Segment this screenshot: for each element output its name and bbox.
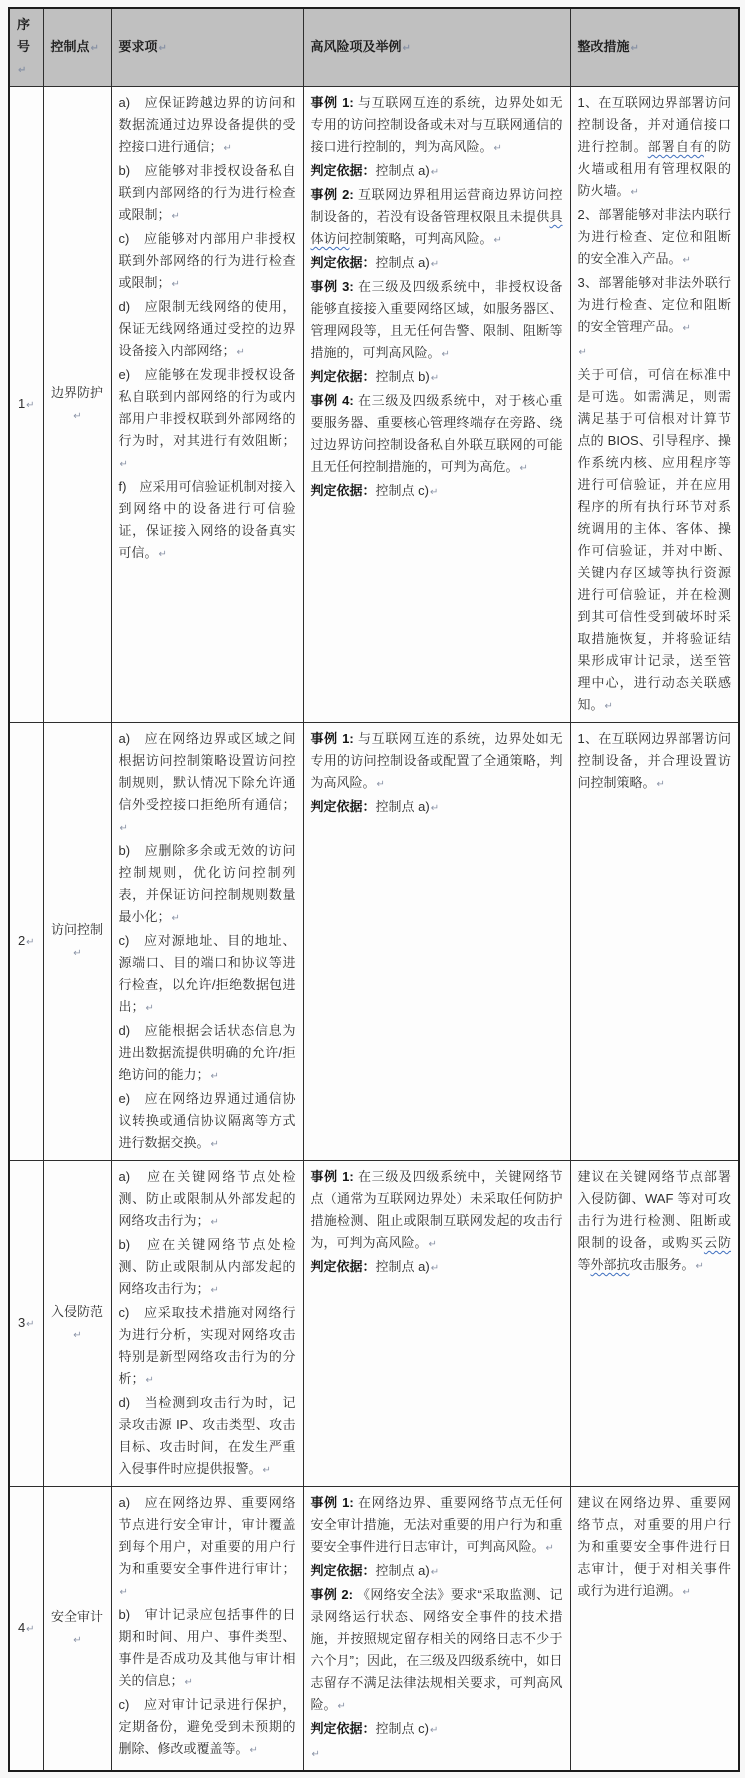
control-point-label <box>51 919 104 965</box>
col-header-high-risk-label: 高风险项及举例 ↵ <box>311 36 563 60</box>
requirement-paragraph <box>119 1302 296 1392</box>
bold-label: 事例 1: <box>310 1169 358 1184</box>
bold-label: 事例 1: <box>310 731 358 746</box>
requirement-paragraph <box>119 1088 296 1156</box>
text-segment: c) 应对审计记录进行保护，定期备份，避免受到未预期的删除、修改或覆盖等。 <box>118 1697 296 1756</box>
control-point-label <box>51 1301 104 1347</box>
col-header-remediation <box>570 8 739 87</box>
risk-example-paragraph <box>311 252 563 276</box>
col-header-remediation-label: 整改措施 ↵ <box>578 36 732 60</box>
text-segment: 控制点 a) <box>375 1563 430 1578</box>
bold-label: 判定依据： <box>310 483 376 498</box>
bold-label: 事例 4: <box>310 393 358 408</box>
text-segment: c) 应对源地址、目的地址、源端口、目的端口和协议等进行检查，以允许/拒绝数据包进出； <box>118 933 296 1014</box>
requirement-paragraph <box>119 296 296 364</box>
remediation-paragraph <box>578 1166 732 1278</box>
risk-example-paragraph <box>311 1742 563 1766</box>
text-segment: 入侵防范 <box>50 1304 103 1319</box>
requirements-cell <box>111 87 303 723</box>
text-segment: f) 应采用可信验证机制对接入到网络中的设备进行可信验证，保证接入网络的设备真实可信。 <box>118 479 296 560</box>
row-number <box>17 930 36 954</box>
risk-example-paragraph <box>311 1166 563 1256</box>
text-segment: 1、在互联网边界部署访问控制设备，并对通信接口进行控制。 <box>577 95 731 154</box>
text-segment: d) 应限制无线网络的使用，保证无线网络通过受控的边界设备接入内部网络； <box>118 299 296 358</box>
risk-example-paragraph <box>311 796 563 820</box>
text-segment: 攻击服务。 <box>629 1257 695 1272</box>
text-segment: 1 <box>17 396 26 411</box>
requirement-paragraph <box>119 1604 296 1694</box>
bold-label: 事例 1: <box>310 1495 358 1510</box>
high-risk-cell <box>303 87 570 723</box>
text-segment: b) 应删除多余或无效的访问控制规则，优化访问控制列表，并保证访问控制规则数量最小化； <box>118 843 296 924</box>
risk-example-paragraph <box>311 728 563 796</box>
text-segment: 2、部署能够对非法内联行为进行检查、定位和阻断的安全准入产品。 <box>577 207 731 266</box>
text-segment: 《网络安全法》要求“采取监测、记录网络运行状态、网络安全事件的技术措施，并按照规定留存相关的网络日志不少于六个月”；因此，在三级及四级系统中，如日志留存不满足法律法规相关要求，可判高风险。 <box>310 1587 563 1712</box>
text-segment: d) 当检测到攻击行为时，记录攻击源 IP、攻击类型、攻击目标、攻击时间，在发生严重入侵事件时应提供报警。 <box>118 1395 296 1476</box>
row-number-cell <box>9 723 43 1161</box>
text-segment: 边界防护 <box>50 385 103 400</box>
text-segment: a) 应在网络边界或区域之间根据访问控制策略设置访问控制规则，默认情况下除允许通信外受控接口拒绝所有通信； <box>118 731 296 812</box>
table-row <box>9 723 739 1161</box>
risk-example-paragraph <box>311 1584 563 1718</box>
remediation-paragraph <box>578 340 732 364</box>
text-segment: 在三级及四级系统中，关键网络节点（通常为互联网边界处）未采取任何防护措施检测、阻止或限制互联网发起的攻击行为，可判为高风险。 <box>310 1169 563 1250</box>
bold-label: 事例 2: <box>310 1587 357 1602</box>
text-segment: 控制点 a) <box>375 799 430 814</box>
text-segment: 在三级及四级系统中，非授权设备能够直接接入重要网络区域，如服务器区、管理网段等，且无任何告警、限制、阻断等措施的，可判高风险。 <box>310 279 563 360</box>
requirement-paragraph <box>119 728 296 840</box>
requirement-paragraph <box>119 1020 296 1088</box>
risk-example-paragraph <box>311 366 563 390</box>
text-segment: b) 应能够对非授权设备私自联到内部网络的行为进行检查或限制； <box>118 163 296 222</box>
requirement-paragraph <box>119 930 296 1020</box>
risk-example-paragraph <box>311 1560 563 1584</box>
bold-label: 判定依据： <box>310 799 376 814</box>
risk-example-paragraph <box>311 276 563 366</box>
text-segment: 互联网边界租用运营商边界访问控制设备的，若没有设备管理权限且未提供 <box>310 187 563 224</box>
text-segment: 与互联网互连的系统，边界处如无专用的访问控制设备或配置了全通策略，判为高风险。 <box>310 731 563 790</box>
control-point-label <box>51 1606 104 1652</box>
text-segment: 控制点 c) <box>375 1721 429 1736</box>
text-segment: 建议在网络边界、重要网络节点，对重要的用户行为和重要安全事件进行日志审计，便于对相关事件或行为进行追溯。 <box>577 1495 731 1598</box>
control-point-cell <box>43 723 111 1161</box>
table-row <box>9 87 739 723</box>
requirement-paragraph <box>119 1392 296 1482</box>
risk-example-paragraph <box>311 184 563 252</box>
requirement-paragraph <box>119 840 296 930</box>
requirement-paragraph <box>119 476 296 566</box>
remediation-paragraph <box>578 1492 732 1604</box>
control-point-label <box>51 382 104 428</box>
text-segment: b) 审计记录应包括事件的日期和时间、用户、事件类型、事件是否成功及其他与审计相关的信息； <box>118 1607 296 1688</box>
row-number <box>17 1617 36 1641</box>
text-segment: b) 应在关键网络节点处检测、防止或限制从内部发起的网络攻击行为； <box>118 1237 296 1296</box>
high-risk-cell <box>303 1487 570 1772</box>
text-segment: 控制策略，可判高风险。 <box>349 231 493 246</box>
risk-example-paragraph <box>311 1492 563 1560</box>
high-risk-cell <box>303 1161 570 1487</box>
remediation-paragraph <box>578 92 732 204</box>
requirements-cell <box>111 723 303 1161</box>
col-header-control-point-label: 控制点 ↵ <box>51 36 104 60</box>
text-segment: 在三级及四级系统中，对于核心重要服务器、重要核心管理终端存在旁路、绕过边界访问控制设备私自外联互联网的可能且无任何控制措施的，可判为高危。 <box>310 393 563 474</box>
text-segment: a) 应在关键网络节点处检测、防止或限制从外部发起的网络攻击行为； <box>118 1169 296 1228</box>
risk-example-paragraph <box>311 1256 563 1280</box>
text-segment: 控制点 c) <box>375 483 429 498</box>
wavy-underlined-text: 外部抗 <box>590 1257 630 1272</box>
bold-label: 判定依据： <box>310 1259 376 1274</box>
wavy-underlined-text: 具体访问 <box>310 209 563 246</box>
requirement-paragraph <box>119 1694 296 1762</box>
wavy-underlined-text: 云防 <box>703 1235 731 1250</box>
row-number-cell <box>9 1487 43 1772</box>
text-segment: 控制点 a) <box>375 1259 430 1274</box>
remediation-paragraph <box>578 364 732 718</box>
text-segment: d) 应能根据会话状态信息为进出数据流提供明确的允许/拒绝访问的能力； <box>118 1023 296 1082</box>
high-risk-cell <box>303 723 570 1161</box>
header-row <box>9 8 739 87</box>
text-segment: e) 应能够在发现非授权设备私自联到内部网络的行为或内部用户非授权联到外部网络的行为时，对其进行有效阻断； <box>118 367 296 448</box>
col-header-seq-label: 序号 ↵ <box>17 14 36 82</box>
col-header-control-point <box>43 8 111 87</box>
remediation-paragraph <box>578 272 732 340</box>
text-segment: 1、在互联网边界部署访问控制设备，并合理设置访问控制策略。 <box>577 731 731 790</box>
requirement-paragraph <box>119 160 296 228</box>
col-header-high-risk <box>303 8 570 87</box>
requirement-paragraph <box>119 1166 296 1234</box>
text-segment: 等 <box>577 1257 591 1272</box>
text-segment: c) 应采取技术措施对网络行为进行分析，实现对网络攻击特别是新型网络攻击行为的分析； <box>118 1305 296 1386</box>
remediation-cell <box>570 723 739 1161</box>
control-point-cell <box>43 1161 111 1487</box>
requirement-paragraph <box>119 364 296 476</box>
row-number <box>17 1312 36 1336</box>
row-number-cell <box>9 87 43 723</box>
bold-label: 判定依据： <box>310 1563 376 1578</box>
requirement-paragraph <box>119 1234 296 1302</box>
text-segment: 的防火墙或租用有管理权限的防火墙。 <box>577 139 731 198</box>
text-segment: 4 <box>17 1620 26 1635</box>
remediation-cell <box>570 1487 739 1772</box>
remediation-cell <box>570 1161 739 1487</box>
bold-label: 事例 1: <box>310 95 358 110</box>
control-point-cell <box>43 1487 111 1772</box>
text-segment: a) 应在网络边界、重要网络节点进行安全审计，审计覆盖到每个用户，对重要的用户行为和重要安全事件进行审计； <box>118 1495 296 1576</box>
text-segment: a) 应保证跨越边界的访问和数据流通过边界设备提供的受控接口进行通信； <box>118 95 296 154</box>
text-segment: 与互联网互连的系统，边界处如无专用的访问控制设备或未对与互联网通信的接口进行控制的，判为高风险。 <box>310 95 563 154</box>
risk-example-paragraph <box>311 92 563 160</box>
risk-example-paragraph <box>311 480 563 504</box>
text-segment: e) 应在网络边界通过通信协议转换或通信协议隔离等方式进行数据交换。 <box>118 1091 296 1150</box>
bold-label: 事例 3: <box>310 279 358 294</box>
remediation-cell <box>570 87 739 723</box>
security-controls-table <box>8 7 740 1772</box>
text-segment: 控制点 a) <box>375 163 430 178</box>
wavy-underlined-text: 部署自有 <box>647 139 704 154</box>
text-segment: 访问控制 <box>50 922 103 937</box>
table-row <box>9 1487 739 1772</box>
bold-label: 事例 2: <box>310 187 358 202</box>
col-header-requirements <box>111 8 303 87</box>
remediation-paragraph <box>578 728 732 796</box>
text-segment: 安全审计 <box>50 1609 103 1624</box>
table-row <box>9 1161 739 1487</box>
text-segment: 控制点 b) <box>375 369 430 384</box>
text-segment: 2 <box>17 933 26 948</box>
text-segment: 在网络边界、重要网络节点无任何安全审计措施，无法对重要的用户行为和重要安全事件进行日志审计，可判高风险。 <box>310 1495 563 1554</box>
control-point-cell <box>43 87 111 723</box>
bold-label: 判定依据： <box>310 1721 376 1736</box>
risk-example-paragraph <box>311 1718 563 1742</box>
text-segment: 3 <box>17 1315 26 1330</box>
text-segment: 3、部署能够对非法外联行为进行检查、定位和阻断的安全管理产品。 <box>577 275 731 334</box>
col-header-requirements-label: 要求项 ↵ <box>119 36 296 60</box>
text-segment: c) 应能够对内部用户非授权联到外部网络的行为进行检查或限制； <box>118 231 296 290</box>
text-segment: 控制点 a) <box>375 255 430 270</box>
requirement-paragraph <box>119 1492 296 1604</box>
requirement-paragraph <box>119 92 296 160</box>
requirement-paragraph <box>119 228 296 296</box>
remediation-paragraph <box>578 204 732 272</box>
bold-label: 判定依据： <box>310 163 376 178</box>
requirements-cell <box>111 1487 303 1772</box>
col-header-seq <box>9 8 43 87</box>
bold-label: 判定依据： <box>310 255 376 270</box>
bold-label: 判定依据： <box>310 369 376 384</box>
risk-example-paragraph <box>311 160 563 184</box>
row-number-cell <box>9 1161 43 1487</box>
risk-example-paragraph <box>311 390 563 480</box>
row-number <box>17 393 36 417</box>
text-segment: 建议在关键网络节点部署入侵防御、WAF 等对可攻击行为进行检测、阻断或限制的设备，或购买 <box>577 1169 731 1250</box>
requirements-cell <box>111 1161 303 1487</box>
text-segment: 关于可信，可信在标准中是可选。如需满足，则需满足基于可信根对计算节点的 BIOS、引导程序、操作系统内核、应用程序等进行可信验证，并在应用程序的所有执行环节对系统调用的主体、客体、操作可信验证，并对中断、关键内存区域等执行资源 进行可信验证，并在检测到其可信性受到破坏时采取措施恢复，并将验证结果形成审计记录，送至管理中心，进行动态关联感知。 <box>577 367 731 712</box>
